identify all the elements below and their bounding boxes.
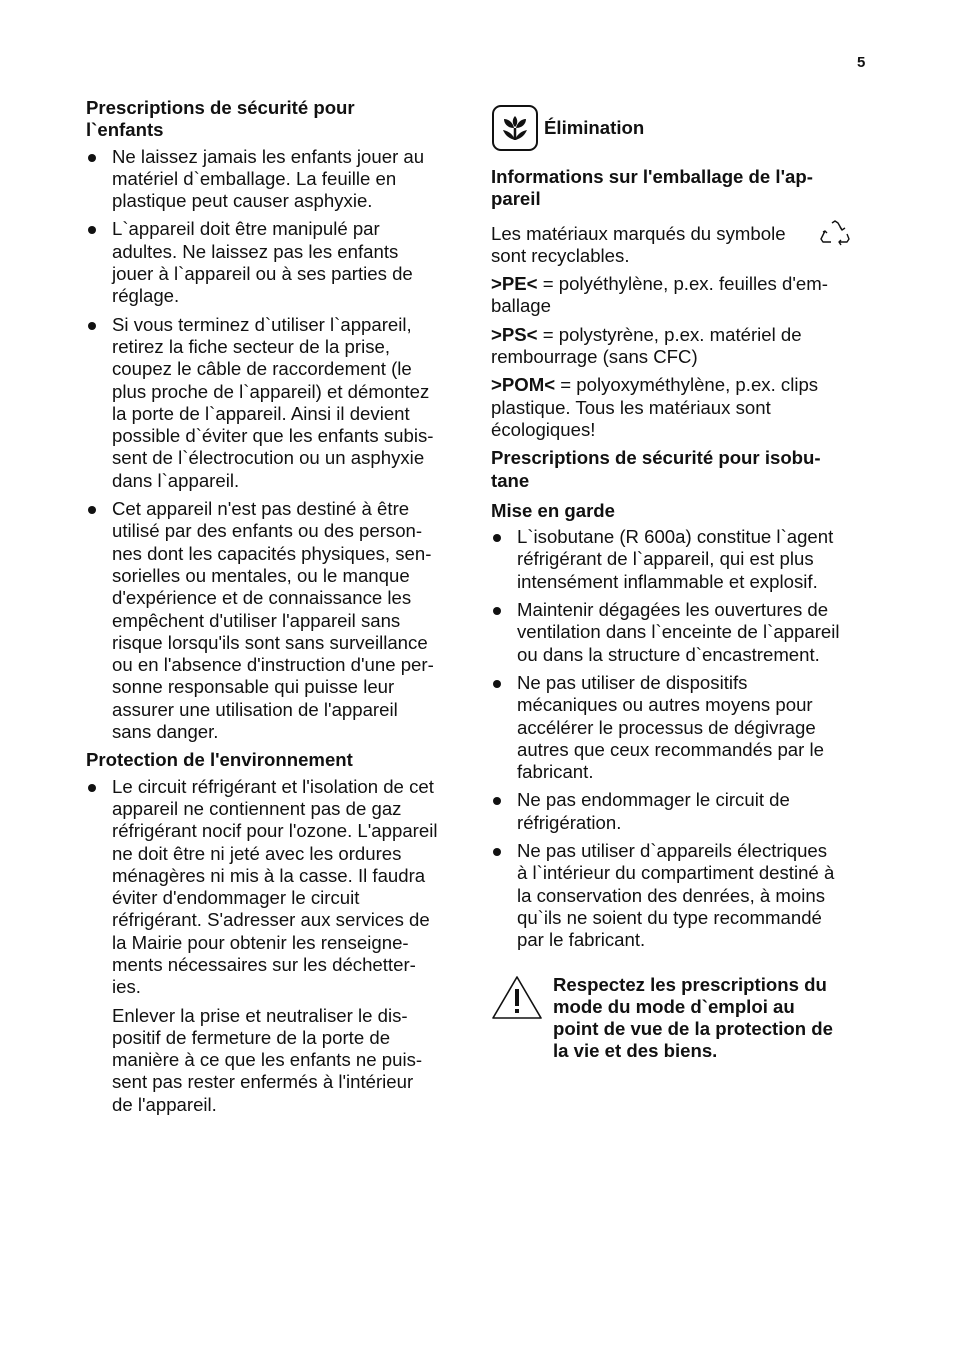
pe-paragraph — [491, 273, 871, 318]
text-line: Ne laissez jamais les enfants jouer au — [112, 145, 425, 167]
recycle-icon — [819, 219, 851, 249]
flower-icon — [491, 104, 539, 152]
text-line: utilisé par des enfants ou des person- — [112, 520, 423, 542]
heading-line: Prescriptions de sécurité pour isobu- — [491, 447, 821, 469]
text-line: réglage. — [112, 285, 180, 307]
text-line: à l`intérieur du compartiment destiné à — [517, 862, 835, 884]
text-line: sonne responsable qui puisse leur — [112, 676, 395, 698]
warning-subheading: Mise en garde — [491, 499, 616, 521]
heading-line: tane — [491, 469, 530, 491]
text-line: sorielles ou mentales, ou le manque — [112, 564, 410, 586]
text-line: rembourrage (sans CFC) — [491, 346, 698, 368]
recyclable-paragraph — [491, 223, 871, 268]
text-line: = polyoxyméthylène, p.ex. clips — [555, 374, 819, 396]
text-line: mécaniques ou autres moyens pour — [517, 694, 813, 716]
text-line: Cet appareil n'est pas destiné à être — [112, 498, 410, 520]
heading-line: Informations sur l'emballage de l'ap- — [491, 166, 813, 187]
text-line: ou en l'absence d'instruction d'une per- — [112, 654, 434, 676]
text-line: sans danger. — [112, 721, 219, 743]
text-line: coupez le câble de raccordement (le — [112, 358, 412, 380]
isobutane-heading — [491, 447, 871, 492]
page-number: 5 — [857, 54, 866, 71]
text-line: ou dans la structure d`encastrement. — [517, 643, 820, 665]
text-line: Ne pas utiliser de dispositifs — [517, 671, 748, 693]
list-item — [491, 840, 871, 951]
environment-paragraph — [86, 1005, 468, 1116]
text-line: jouer à l`appareil ou à ses parties de — [112, 263, 413, 285]
list-item — [86, 146, 468, 213]
text-line: sont recyclables. — [491, 244, 630, 266]
right-column — [491, 104, 871, 1063]
isobutane-list — [491, 526, 871, 951]
text-line: plastique peut causer asphyxie. — [112, 190, 373, 212]
text-line: d'expérience et de connaissance les — [112, 587, 412, 609]
list-item — [86, 776, 468, 999]
text-line: Maintenir dégagées les ouvertures de — [517, 599, 829, 621]
text-line: réfrigérant de l`appareil, qui est plus — [517, 548, 814, 570]
text-line: Ne pas endommager le circuit de — [517, 789, 790, 811]
text-line: manière à ce que les enfants ne puis- — [112, 1049, 423, 1071]
list-item — [491, 672, 871, 783]
ps-code: >PS< — [491, 323, 538, 345]
text-line: Si vous terminez d`utiliser l`appareil, — [112, 313, 412, 335]
list-item — [86, 498, 468, 743]
text-line: assurer une utilisation de l'appareil — [112, 698, 398, 720]
left-column — [86, 97, 468, 1122]
text-line: Ne pas utiliser d`appareils électriques — [517, 840, 828, 862]
text-line: fabricant. — [517, 761, 594, 783]
text-line: ventilation dans l`enceinte de l`appareil — [517, 621, 840, 643]
text-line: matériel d`emballage. La feuille en — [112, 167, 397, 189]
heading-line: pareil — [491, 188, 541, 210]
text-line: réfrigération. — [517, 811, 622, 833]
text-line: adultes. Ne laissez pas les enfants — [112, 240, 399, 262]
text-line: Le circuit réfrigérant et l'isolation de cet — [112, 775, 434, 797]
text-line: plastique. Tous les matériaux sont — [491, 396, 771, 418]
text-line: la Mairie pour obtenir les renseigne- — [112, 931, 409, 953]
text-line: éviter d'endommager le circuit — [112, 887, 360, 909]
text-line: dans l`appareil. — [112, 469, 240, 491]
text-line: nes dont les capacités physiques, sen- — [112, 542, 432, 564]
text-line: intensément inflammable et explosif. — [517, 570, 818, 592]
text-line: appareil ne contiennent pas de gaz — [112, 797, 402, 819]
text-line: sent pas rester enfermés à l'intérieur — [112, 1071, 414, 1093]
pom-paragraph — [491, 374, 871, 441]
text-line: L`isobutane (R 600a) constitue l`agent — [517, 526, 834, 548]
text-line: plus proche de l`appareil) et démontez — [112, 380, 430, 402]
text-line: écologiques! — [491, 418, 596, 440]
list-item — [491, 599, 871, 666]
text-line: possible d`éviter que les enfants subis- — [112, 425, 434, 447]
list-item — [491, 526, 871, 593]
text-line: Les matériaux marqués du symbole — [491, 222, 786, 244]
heading-line: l`enfants — [86, 119, 164, 141]
pe-code: >PE< — [491, 273, 538, 295]
text-line: empêchent d'utiliser l'appareil sans — [112, 609, 401, 631]
elimination-title: Élimination — [544, 116, 645, 138]
text-line: ne doit être ni jeté avec les ordures — [112, 842, 402, 864]
text-line: Respectez les prescriptions du — [553, 973, 827, 995]
text-line: sent de l`électrocution ou un asphyxie — [112, 447, 425, 469]
text-line: ies. — [112, 976, 141, 998]
text-line: ballage — [491, 295, 551, 317]
text-line: réfrigérant. S'adresser aux services de — [112, 909, 430, 931]
text-line: L`appareil doit être manipulé par — [112, 218, 380, 240]
pom-code: >POM< — [491, 374, 556, 396]
environment-heading: Protection de l'environnement — [86, 749, 353, 771]
text-line: Enlever la prise et neutraliser le dis- — [112, 1004, 408, 1026]
text-line: accélérer le processus de dégivrage — [517, 716, 816, 738]
environment-list — [86, 776, 468, 999]
packaging-heading — [491, 166, 871, 211]
text-line: mode du mode d`emploi au — [553, 995, 795, 1017]
elimination-header — [491, 104, 871, 152]
list-item — [86, 314, 468, 492]
text-line: réfrigérant nocif pour l'ozone. L'appareil — [112, 820, 438, 842]
children-safety-heading — [86, 97, 468, 142]
text-line: retirez la fiche secteur de la prise, — [112, 335, 390, 357]
text-line: point de vue de la protection de — [553, 1018, 833, 1040]
text-line: autres que ceux recommandés par le — [517, 738, 824, 760]
heading-line: Prescriptions de sécurité pour — [86, 97, 355, 118]
text-line: par le fabricant. — [517, 929, 646, 951]
children-safety-list — [86, 146, 468, 744]
list-item — [86, 218, 468, 307]
text-line: la porte de l`appareil. Ainsi il devient — [112, 402, 410, 424]
ps-paragraph — [491, 324, 871, 369]
list-item — [491, 789, 871, 834]
warning-icon — [491, 974, 543, 1020]
warning-notice — [491, 974, 871, 1063]
text-line: positif de fermeture de la porte de — [112, 1026, 391, 1048]
text-line: de l'appareil. — [112, 1093, 217, 1115]
text-line: la conservation des denrées, à moins — [517, 884, 826, 906]
text-line: = polystyrène, p.ex. matériel de — [537, 323, 802, 345]
text-line: risque lorsqu'ils sont sans surveillance — [112, 631, 428, 653]
text-line: = polyéthylène, p.ex. feuilles d'em- — [537, 273, 828, 295]
text-line: qu`ils ne soient du type recommandé — [517, 906, 822, 928]
text-line: la vie et des biens. — [553, 1040, 718, 1062]
text-line: ménagères ni mis à la casse. Il faudra — [112, 864, 426, 886]
text-line: ments nécessaires sur les déchetter- — [112, 953, 416, 975]
